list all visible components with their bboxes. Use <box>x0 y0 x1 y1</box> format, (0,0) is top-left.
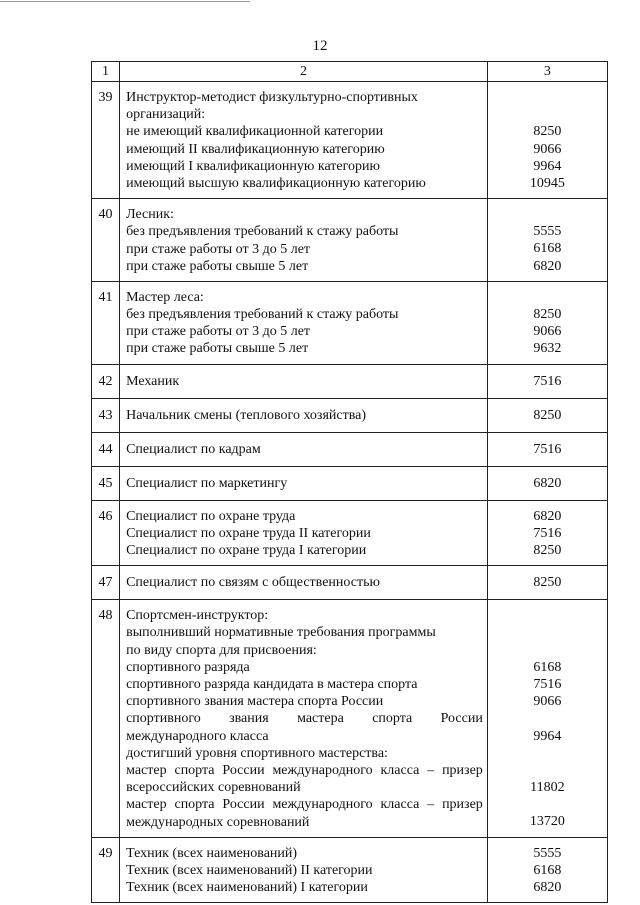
salary-cell <box>487 199 607 282</box>
position-line: Специалист по охране труда <box>126 508 296 524</box>
row-spacer <box>126 896 483 902</box>
table-row <box>92 837 608 903</box>
position-line: Техник (всех наименований) I категории <box>126 880 368 896</box>
header-col-1: 1 <box>92 62 120 82</box>
position-cell <box>120 281 488 364</box>
row-number: 40 <box>92 199 120 282</box>
row-number: 49 <box>92 837 120 903</box>
position-line: Специалист по маркетингу <box>126 475 288 491</box>
salary-value <box>488 624 607 641</box>
salary-value: 8250 <box>533 307 562 323</box>
row-spacer <box>488 831 607 837</box>
salary-cell <box>487 82 607 199</box>
position-line: спортивного звания мастера спорта России международного класса <box>126 711 483 744</box>
salary-value: 8250 <box>533 575 562 591</box>
position-line: Мастер леса: <box>126 289 204 305</box>
position-line: спортивного звания мастера спорта России <box>126 694 384 710</box>
table-row <box>92 600 608 838</box>
row-spacer <box>126 358 483 364</box>
table-body <box>92 62 608 903</box>
salary-value: 13720 <box>529 814 565 830</box>
position-line: при стаже работы от 3 до 5 лет <box>126 241 311 257</box>
position-line: организаций: <box>126 107 206 123</box>
salary-cell <box>487 364 607 398</box>
salary-value: 9066 <box>533 141 562 157</box>
row-spacer <box>488 192 607 198</box>
scan-edge-line <box>0 1 250 2</box>
page-number: 12 <box>312 38 328 54</box>
salary-value <box>488 607 607 624</box>
table-row <box>92 432 608 466</box>
table-row <box>92 281 608 364</box>
position-line: имеющий I квалификационную категорию <box>126 158 380 174</box>
position-line: при стаже работы свыше 5 лет <box>126 258 309 274</box>
table-row <box>92 82 608 199</box>
row-number: 41 <box>92 281 120 364</box>
salary-cell <box>487 398 607 432</box>
salary-value: 9066 <box>533 694 562 710</box>
salary-value: 6820 <box>533 880 562 896</box>
salary-value <box>488 289 607 306</box>
position-line: Специалист по связям с общественностью <box>126 575 380 591</box>
salary-value: 6820 <box>533 475 562 491</box>
position-line: Специалист по охране труда I категории <box>126 543 367 558</box>
salary-value <box>488 89 607 106</box>
salary-value <box>488 106 607 123</box>
salary-cell <box>487 566 607 600</box>
row-spacer <box>126 559 483 565</box>
row-number: 44 <box>92 432 120 466</box>
salary-value: 6820 <box>533 508 562 524</box>
table-row <box>92 398 608 432</box>
salary-table <box>91 61 608 903</box>
salary-value: 8250 <box>533 542 562 558</box>
salary-value: 5555 <box>533 845 562 861</box>
salary-value: 7516 <box>533 373 562 389</box>
position-cell <box>120 432 488 466</box>
row-spacer <box>488 559 607 565</box>
position-line: спортивного разряда <box>126 659 250 675</box>
salary-cell <box>487 500 607 566</box>
salary-value: 9632 <box>533 341 562 357</box>
salary-cell <box>487 600 607 838</box>
position-line: мастер спорта России международного класса – призер международных соревнований <box>126 797 483 830</box>
table-row <box>92 500 608 566</box>
position-line: Начальник смены (теплового хозяйства) <box>126 407 367 423</box>
salary-value: 6820 <box>533 258 562 274</box>
position-cell <box>120 199 488 282</box>
position-line: Специалист по охране труда II категории <box>126 525 371 541</box>
position-cell <box>120 837 488 903</box>
table-row <box>92 364 608 398</box>
salary-value: 10945 <box>529 175 565 191</box>
salary-value: 7516 <box>533 441 562 457</box>
salary-value: 6168 <box>533 241 562 257</box>
position-cell <box>120 364 488 398</box>
position-line: по виду спорта для присвоения: <box>126 642 317 658</box>
salary-value: 9066 <box>533 324 562 340</box>
position-line: Механик <box>126 373 180 389</box>
row-number: 46 <box>92 500 120 566</box>
salary-value <box>488 745 607 762</box>
position-line: не имеющий квалификационной категории <box>126 124 384 140</box>
salary-value <box>488 642 607 659</box>
salary-value: 8250 <box>533 407 562 423</box>
table-row <box>92 566 608 600</box>
position-line: без предъявления требований к стажу работы <box>126 224 399 240</box>
header-col-3: 3 <box>487 62 607 82</box>
position-line: имеющий высшую квалификационную категорию <box>126 175 426 191</box>
header-row <box>92 62 608 82</box>
position-line: мастер спорта России международного класса – призер всероссийских соревнований <box>126 762 483 796</box>
position-cell <box>120 466 488 500</box>
salary-value: 8250 <box>533 124 562 140</box>
table-row <box>92 199 608 282</box>
position-line: без предъявления требований к стажу работы <box>126 307 399 323</box>
salary-value: 7516 <box>533 676 562 692</box>
position-line: Спортсмен-инструктор: <box>126 608 269 624</box>
row-spacer <box>488 896 607 902</box>
salary-value: 9964 <box>533 728 562 744</box>
row-number: 43 <box>92 398 120 432</box>
salary-cell <box>487 837 607 903</box>
salary-value: 9964 <box>533 158 562 174</box>
row-number: 48 <box>92 600 120 838</box>
position-line: Техник (всех наименований) <box>126 845 298 861</box>
position-cell <box>120 82 488 199</box>
position-line: имеющий II квалификационную категорию <box>126 141 385 157</box>
salary-cell <box>487 466 607 500</box>
row-spacer <box>488 358 607 364</box>
position-cell <box>120 398 488 432</box>
position-line: выполнивший нормативные требования программы <box>126 625 436 641</box>
position-line: при стаже работы свыше 5 лет <box>126 341 309 357</box>
row-number: 42 <box>92 364 120 398</box>
position-line: Специалист по кадрам <box>126 441 261 457</box>
position-line: достигший уровня спортивного мастерства: <box>126 745 388 761</box>
salary-cell <box>487 432 607 466</box>
salary-value: 11802 <box>530 780 565 796</box>
salary-value <box>488 206 607 223</box>
row-spacer <box>488 275 607 281</box>
salary-value: 6168 <box>533 862 562 878</box>
position-cell <box>120 566 488 600</box>
position-line: Техник (всех наименований) II категории <box>126 862 373 878</box>
salary-value: 6168 <box>533 659 562 675</box>
header-col-2: 2 <box>120 62 488 82</box>
salary-cell <box>487 281 607 364</box>
position-line: Лесник: <box>126 207 174 223</box>
table-row <box>92 466 608 500</box>
row-spacer <box>126 275 483 281</box>
row-spacer <box>126 192 483 198</box>
row-number: 39 <box>92 82 120 199</box>
row-number: 45 <box>92 466 120 500</box>
position-line: при стаже работы от 3 до 5 лет <box>126 324 311 340</box>
salary-value: 7516 <box>533 525 562 541</box>
salary-value: 5555 <box>533 224 562 240</box>
position-cell <box>120 500 488 566</box>
position-cell <box>120 600 488 838</box>
position-line: Инструктор-методист физкультурно-спортивных <box>126 90 418 105</box>
row-spacer <box>126 831 483 837</box>
position-line: спортивного разряда кандидата в мастера спорта <box>126 676 418 692</box>
row-number: 47 <box>92 566 120 600</box>
